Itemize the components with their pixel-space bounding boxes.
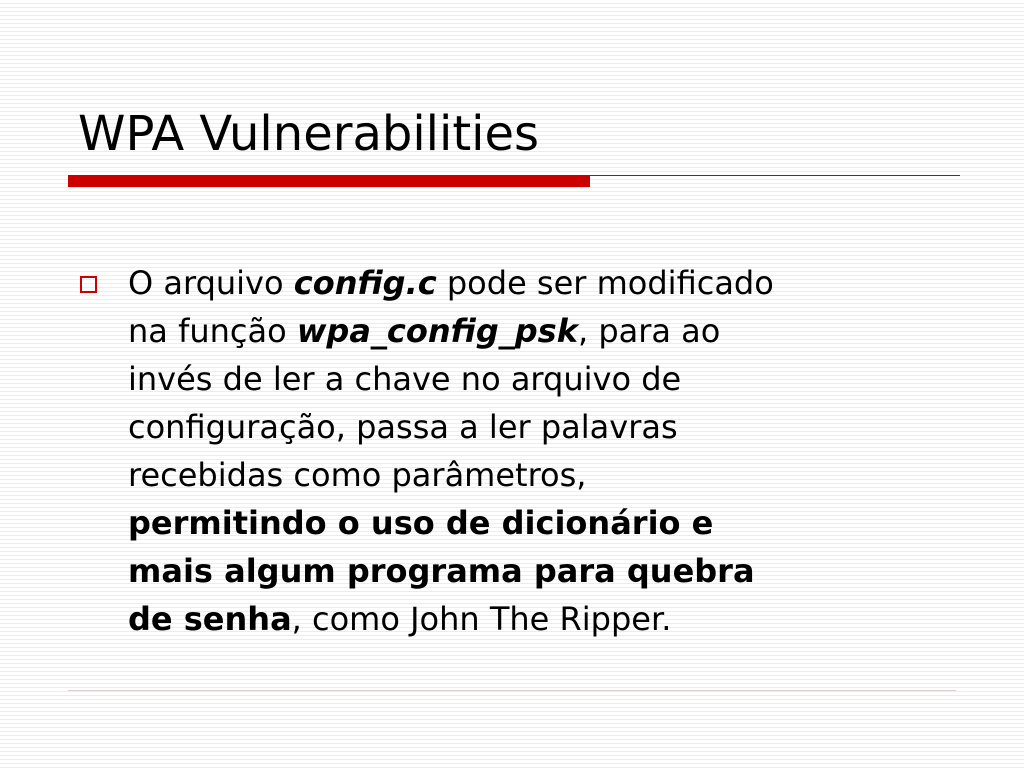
bullet-line: invés de ler a chave no arquivo de <box>128 360 682 398</box>
filename-config-c: config.c <box>293 264 437 302</box>
title-underline-thick <box>68 175 590 187</box>
hollow-square-bullet-icon <box>80 276 97 293</box>
bullet-line <box>128 595 958 643</box>
text-run: , como John The Ripper. <box>291 600 672 638</box>
text-run-bold: de senha <box>128 600 292 638</box>
title-underline-thin <box>590 175 960 176</box>
bullet-text <box>128 259 958 643</box>
text-run: na função <box>128 312 297 350</box>
text-run: O arquivo <box>128 264 294 302</box>
footer-divider <box>68 690 956 691</box>
bullet-line <box>128 307 958 355</box>
text-run: pode ser modificado <box>436 264 774 302</box>
text-run: , para ao <box>577 312 721 350</box>
bullet-line <box>128 259 958 307</box>
function-name-wpa-config-psk: wpa_config_psk <box>296 312 578 350</box>
slide-title: WPA Vulnerabilities <box>78 106 540 162</box>
bullet-line-bold: permitindo o uso de dicionário e <box>128 504 714 542</box>
bullet-line: recebidas como parâmetros, <box>128 456 587 494</box>
bullet-line-bold: mais algum programa para quebra <box>128 552 755 590</box>
bullet-line: configuração, passa a ler palavras <box>128 408 678 446</box>
